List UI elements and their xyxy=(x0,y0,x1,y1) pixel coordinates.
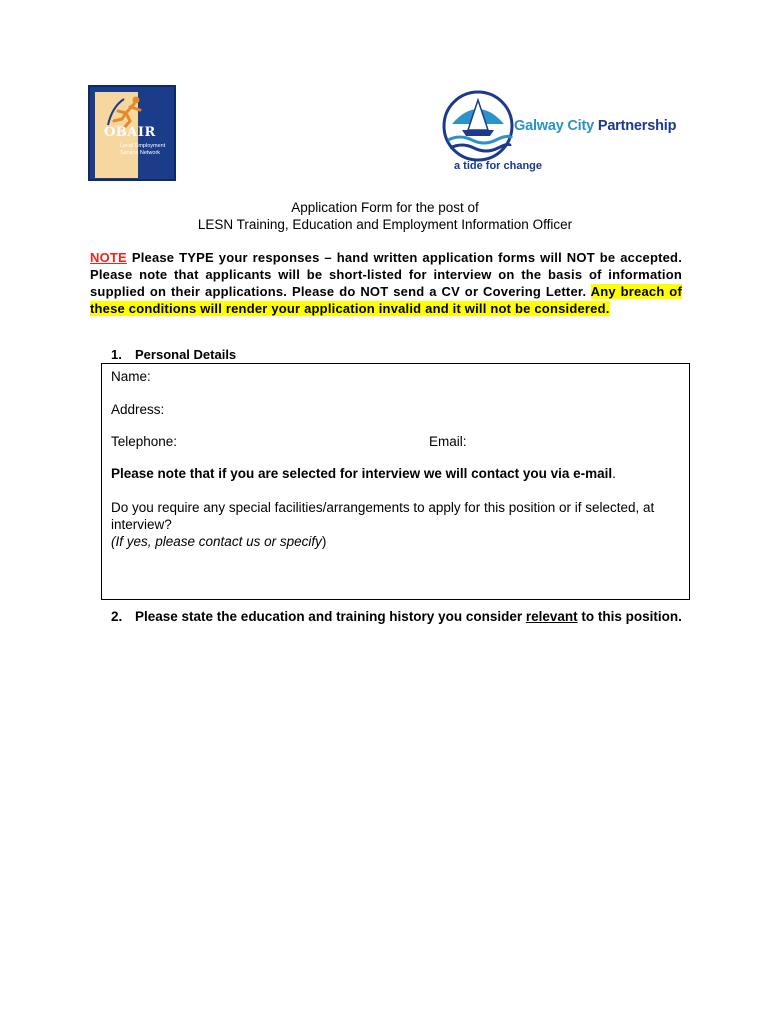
obair-subtext: Local Employment Service Network xyxy=(120,143,166,156)
obair-logo xyxy=(88,85,176,181)
note-text: Please TYPE your responses – hand written application forms will NOT be accepted. Please note that applicants will be short-listed for interview on the basis of information supplied on their applications. Please do NOT send a CV or Covering Letter. xyxy=(90,250,682,299)
galway-logo-name xyxy=(514,118,676,134)
special-facilities-question-text: Do you require any special facilities/arrangements to apply for this position or if selected, at interview? xyxy=(111,500,655,532)
galway-tagline: a tide for change xyxy=(454,160,543,172)
special-facilities-hint xyxy=(111,533,671,550)
section1-heading xyxy=(111,347,236,362)
section1-title: Personal Details xyxy=(135,347,237,362)
special-facilities-hint-end: ) xyxy=(321,534,327,549)
galway-name-part2: Partnership xyxy=(597,118,677,134)
section2-text-before: Please state the education and training history you consider xyxy=(135,609,526,624)
note-label: NOTE xyxy=(90,250,127,265)
instructions-note xyxy=(90,249,682,317)
section2-heading xyxy=(111,608,691,625)
section2-underlined: relevant xyxy=(525,609,578,624)
note-highlight-warning: Any breach of these conditions will render your application invalid and it will not be considered. xyxy=(90,284,682,316)
sailboat-emblem-icon xyxy=(442,90,514,162)
contact-note-text: Please note that if you are selected for interview we will contact you via e-mail xyxy=(111,466,613,481)
form-title xyxy=(0,199,770,233)
contact-note xyxy=(111,466,616,481)
email-label: Email: xyxy=(429,434,467,449)
galway-name-part1: Galway City xyxy=(514,118,594,134)
section2-number: 2. xyxy=(111,609,123,624)
telephone-label: Telephone: xyxy=(111,434,178,449)
section2-text-after: to this position. xyxy=(577,609,682,624)
form-title-line2: LESN Training, Education and Employment Information Officer xyxy=(197,217,573,232)
section2-text xyxy=(135,608,691,625)
section1-number: 1. xyxy=(111,347,122,362)
name-label: Name: xyxy=(111,369,151,384)
special-facilities-question xyxy=(111,499,671,550)
address-label: Address: xyxy=(111,402,165,417)
personal-details-box[interactable] xyxy=(101,363,690,600)
runner-figure-icon xyxy=(104,95,150,129)
obair-wordmark: OBAIR xyxy=(104,125,156,140)
special-facilities-hint-text: (If yes, please contact us or specify xyxy=(111,534,322,549)
contact-note-end: . xyxy=(612,466,616,481)
form-title-line1: Application Form for the post of xyxy=(291,200,479,215)
galway-city-partnership-logo xyxy=(442,90,687,185)
